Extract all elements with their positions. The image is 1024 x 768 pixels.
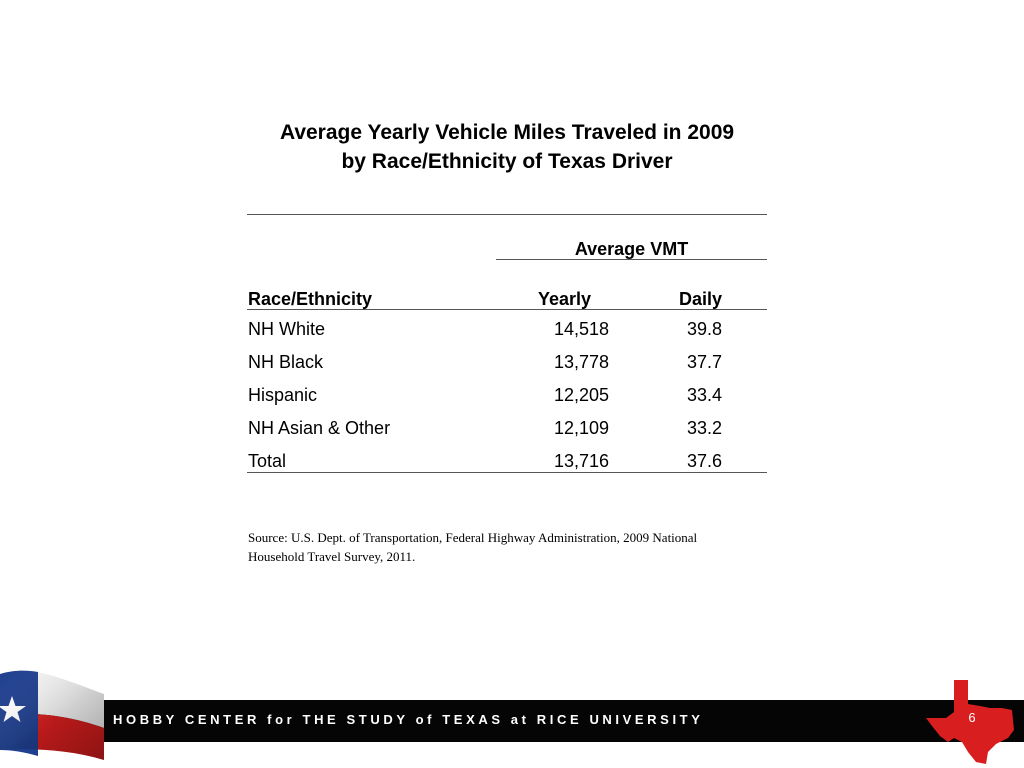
group-header-rule: [496, 259, 767, 260]
table-row: [247, 417, 767, 450]
table-row: [247, 351, 767, 384]
row-label: NH White: [248, 319, 326, 339]
row-yearly-value: 14,518: [553, 319, 609, 339]
table-bottom-rule: [247, 472, 767, 473]
slide-title-line-1: Average Yearly Vehicle Miles Traveled in 2009: [279, 121, 735, 144]
group-header-average-vmt: Average VMT: [574, 239, 689, 259]
source-note-line-1: Source: U.S. Dept. of Transportation, Federal Highway Administration, 2009 National: [248, 530, 698, 545]
table-row: [247, 384, 767, 417]
row-yearly-value: 12,205: [553, 385, 609, 405]
column-header-yearly: Yearly: [538, 289, 592, 309]
row-daily-value: 33.4: [686, 385, 722, 405]
row-label: Total: [248, 451, 287, 471]
row-label: Hispanic: [248, 385, 318, 405]
source-note-line-2: Household Travel Survey, 2011.: [248, 549, 416, 564]
table-row-total: [247, 450, 767, 483]
row-daily-value: 39.8: [686, 319, 722, 339]
column-header-daily: Daily: [679, 289, 723, 309]
texas-flag-icon: [0, 664, 110, 768]
row-label: NH Asian & Other: [248, 418, 391, 438]
row-yearly-value: 12,109: [553, 418, 609, 438]
row-yearly-value: 13,716: [553, 451, 609, 471]
row-daily-value: 33.2: [686, 418, 722, 438]
column-header-race-ethnicity: Race/Ethnicity: [248, 289, 373, 309]
table-top-rule: [247, 214, 767, 215]
source-note: [248, 528, 768, 566]
row-label: NH Black: [248, 352, 324, 372]
page-number: 6: [968, 710, 976, 725]
table-row: [247, 318, 767, 351]
slide-title: [0, 118, 1014, 176]
row-daily-value: 37.6: [686, 451, 722, 471]
header-rule: [247, 309, 767, 310]
slide-title-line-2: by Race/Ethnicity of Texas Driver: [341, 150, 673, 173]
footer-institution-name: HOBBY CENTER for THE STUDY of TEXAS at RICE UNIVERSITY: [113, 712, 704, 727]
row-yearly-value: 13,778: [553, 352, 609, 372]
row-daily-value: 37.7: [686, 352, 722, 372]
table-body: [247, 318, 767, 483]
